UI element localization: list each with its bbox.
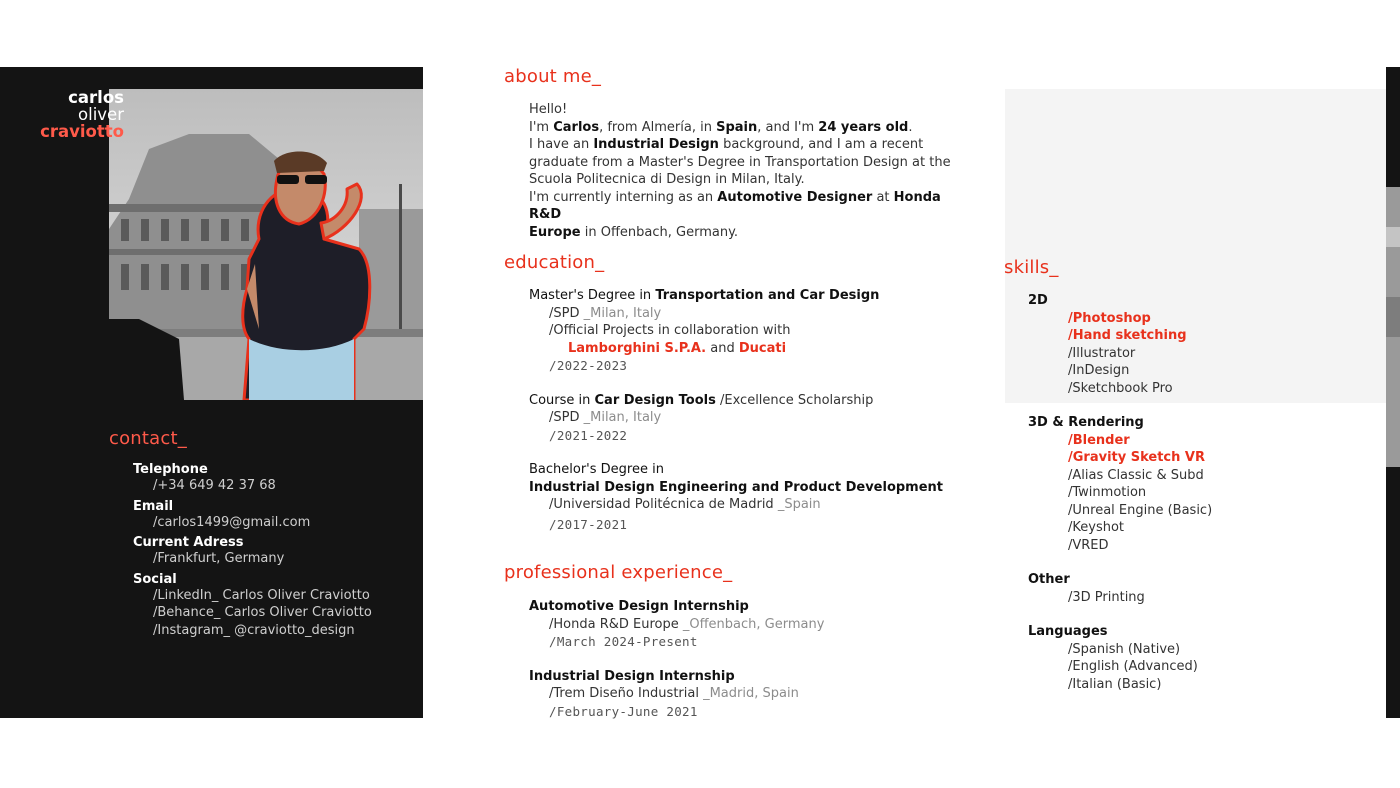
- text: Master's Degree in: [529, 288, 656, 303]
- name-block: [40, 89, 124, 140]
- middle-name: oliver: [78, 105, 124, 124]
- text-bold: Car Design Tools: [594, 392, 716, 408]
- education-list: [529, 287, 969, 533]
- edu-dates: /2017-2021: [549, 516, 628, 532]
- address-label: Current Adress: [133, 535, 244, 550]
- text-location: _Spain: [773, 497, 821, 512]
- experience-title: professional experience_: [504, 562, 733, 583]
- telephone-label: Telephone: [133, 462, 208, 477]
- skill-item: /Blender: [1068, 432, 1130, 448]
- text-location: _Offenbach, Germany: [678, 616, 825, 632]
- linkedin-link[interactable]: /LinkedIn_ Carlos Oliver Craviotto: [153, 587, 370, 603]
- experience-list: [529, 598, 969, 720]
- edu-projects: /Official Projects in collaboration with: [549, 323, 791, 338]
- skill-item: /InDesign: [1068, 363, 1130, 378]
- education-title: education_: [504, 252, 605, 273]
- skill-item: /VRED: [1068, 537, 1109, 553]
- text: , and I'm: [757, 119, 819, 135]
- text: background, and I am a recent: [718, 137, 924, 152]
- edu-degree: Bachelor's Degree in: [529, 462, 664, 477]
- first-name: carlos: [68, 88, 124, 107]
- exp-title: Industrial Design Internship: [529, 668, 735, 684]
- skill-item: /Italian (Basic): [1068, 676, 1162, 692]
- contact-list: [133, 462, 423, 643]
- skill-item: /Alias Classic & Subd: [1068, 467, 1204, 483]
- text: /Trem Diseño Industrial: [549, 686, 699, 701]
- about-body: [529, 101, 959, 241]
- edu-degree: [529, 287, 969, 305]
- exp-company: [529, 616, 969, 634]
- text-bold: Europe: [529, 224, 581, 240]
- instagram-link[interactable]: /Instagram_ @craviotto_design: [153, 622, 355, 638]
- edu-degree-name: Industrial Design Engineering and Product Development: [529, 479, 944, 495]
- text: I'm currently interning as an: [529, 189, 718, 205]
- text-location: _Milan, Italy: [579, 410, 662, 425]
- exp-title: Automotive Design Internship: [529, 599, 749, 614]
- text-bold: Automotive Designer: [717, 189, 873, 205]
- about-line: Scuola Politecnica di Design in Milan, Italy.: [529, 172, 805, 187]
- skill-category-languages: Languages: [1028, 624, 1108, 639]
- telephone-value[interactable]: /+34 649 42 37 68: [153, 478, 276, 493]
- skill-item: /English (Advanced): [1068, 659, 1198, 674]
- text-location: _Milan, Italy: [579, 305, 662, 321]
- portrait-photo: [109, 89, 423, 400]
- skill-item: /Hand sketching: [1068, 328, 1187, 343]
- social-label: Social: [133, 571, 177, 587]
- right-edge-strip: [1386, 67, 1400, 718]
- about-line: Hello!: [529, 102, 568, 117]
- edu-school: [529, 305, 969, 323]
- about-line: [529, 136, 959, 154]
- edge-photo-slice: [1386, 67, 1400, 718]
- text: /Honda R&D Europe: [549, 616, 679, 632]
- skills-list: [1028, 292, 1378, 693]
- exp-dates: /February-June 2021: [549, 703, 698, 719]
- text: /Excellence Scholarship: [715, 392, 874, 408]
- skill-item: /3D Printing: [1068, 589, 1145, 605]
- skills-title: skills_: [1004, 257, 1059, 278]
- brand-lamborghini: Lamborghini S.P.A.: [568, 340, 707, 356]
- behance-link[interactable]: /Behance_ Carlos Oliver Craviotto: [153, 605, 372, 620]
- text-bold: Honda R&D: [529, 189, 941, 222]
- about-line: [529, 119, 959, 137]
- about-line: [529, 189, 959, 224]
- email-label: Email: [133, 498, 174, 514]
- text: at: [872, 189, 894, 205]
- text: , from Almería, in: [599, 119, 717, 135]
- edu-school: [529, 409, 969, 427]
- last-name: craviotto: [40, 122, 124, 141]
- skill-item: /Unreal Engine (Basic): [1068, 502, 1213, 518]
- skill-item: /Twinmotion: [1068, 485, 1147, 500]
- text: /SPD: [549, 305, 580, 321]
- text: and: [706, 340, 739, 356]
- skill-category-other: Other: [1028, 572, 1070, 587]
- edu-school: [529, 496, 969, 514]
- text-location: _Madrid, Spain: [698, 686, 799, 701]
- text-bold: Transportation and Car Design: [655, 288, 880, 303]
- exp-company: [529, 685, 969, 703]
- text: .: [908, 119, 913, 135]
- about-line: [529, 224, 959, 242]
- text-bold: Carlos: [553, 119, 600, 135]
- edu-dates: /2021-2022: [549, 427, 628, 443]
- skill-item: /Gravity Sketch VR: [1068, 450, 1205, 465]
- about-title: about me_: [504, 66, 602, 87]
- text: I'm: [529, 119, 554, 135]
- about-line: graduate from a Master's Degree in Transportation Design at the: [529, 154, 951, 170]
- exp-dates: /March 2024-Present: [549, 634, 698, 649]
- skill-item: /Spanish (Native): [1068, 641, 1181, 657]
- skill-item: /Illustrator: [1068, 345, 1136, 361]
- text: Course in: [529, 392, 595, 408]
- skill-item: /Sketchbook Pro: [1068, 380, 1173, 396]
- text-bold: 24 years old: [818, 119, 909, 135]
- brand-ducati: Ducati: [738, 340, 787, 356]
- email-value[interactable]: /carlos1499@gmail.com: [153, 514, 311, 530]
- text: in Offenbach, Germany.: [580, 224, 739, 240]
- skill-category-2d: 2D: [1028, 293, 1048, 308]
- text-bold: Industrial Design: [593, 137, 719, 152]
- text: /SPD: [549, 410, 580, 425]
- skill-item: /Keyshot: [1068, 520, 1125, 535]
- text-bold: Spain: [716, 119, 758, 135]
- address-value: /Frankfurt, Germany: [153, 551, 285, 566]
- edu-dates: /2022-2023: [549, 358, 628, 373]
- contact-title: contact_: [109, 428, 187, 449]
- skill-category-3d: 3D & Rendering: [1028, 415, 1144, 430]
- portrait-illustration: [109, 89, 423, 400]
- edu-degree: [529, 392, 969, 410]
- skill-item: /Photoshop: [1068, 310, 1151, 326]
- edu-brands: [529, 340, 969, 358]
- text: /Universidad Politécnica de Madrid: [549, 497, 774, 512]
- text: I have an: [529, 137, 594, 152]
